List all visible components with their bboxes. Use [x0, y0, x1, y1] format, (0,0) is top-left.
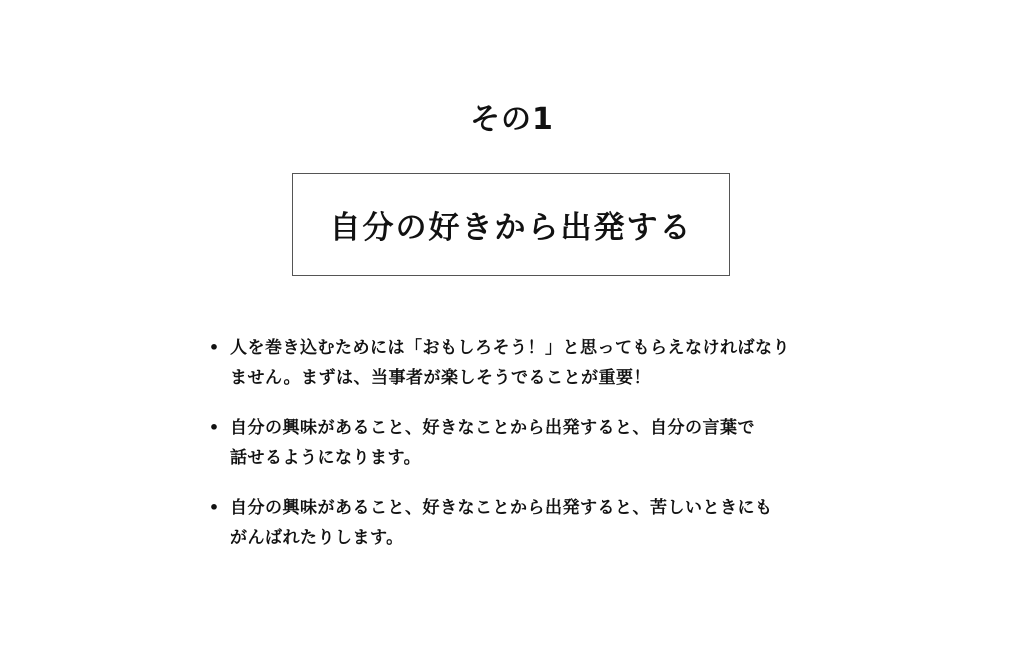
bullet-item [206, 333, 836, 393]
slide-title: その1 [470, 102, 554, 137]
bullet-line: がんばれたりします。 [230, 528, 404, 548]
bullet-line: 自分の興味があること、好きなことから出発すると、自分の言葉で [230, 418, 755, 438]
bullet-item [206, 413, 836, 473]
bullet-line: ません。まずは、当事者が楽しそうでることが重要！ [230, 368, 652, 388]
bullet-line: 話せるようになります。 [230, 448, 422, 468]
bullet-line: 自分の興味があること、好きなことから出発すると、苦しいときにも [230, 498, 773, 518]
bullet-item [206, 493, 836, 553]
bullet-list [206, 333, 836, 573]
bullet-marker: • [208, 498, 220, 517]
headline-text: 自分の好きから出発する [329, 210, 693, 246]
bullet-marker: • [208, 338, 220, 357]
bullet-marker: • [208, 418, 220, 437]
headline-box [292, 173, 730, 276]
bullet-line: 人を巻き込むためには「おもしろそう！」と思ってもらえなければなり [230, 338, 790, 358]
